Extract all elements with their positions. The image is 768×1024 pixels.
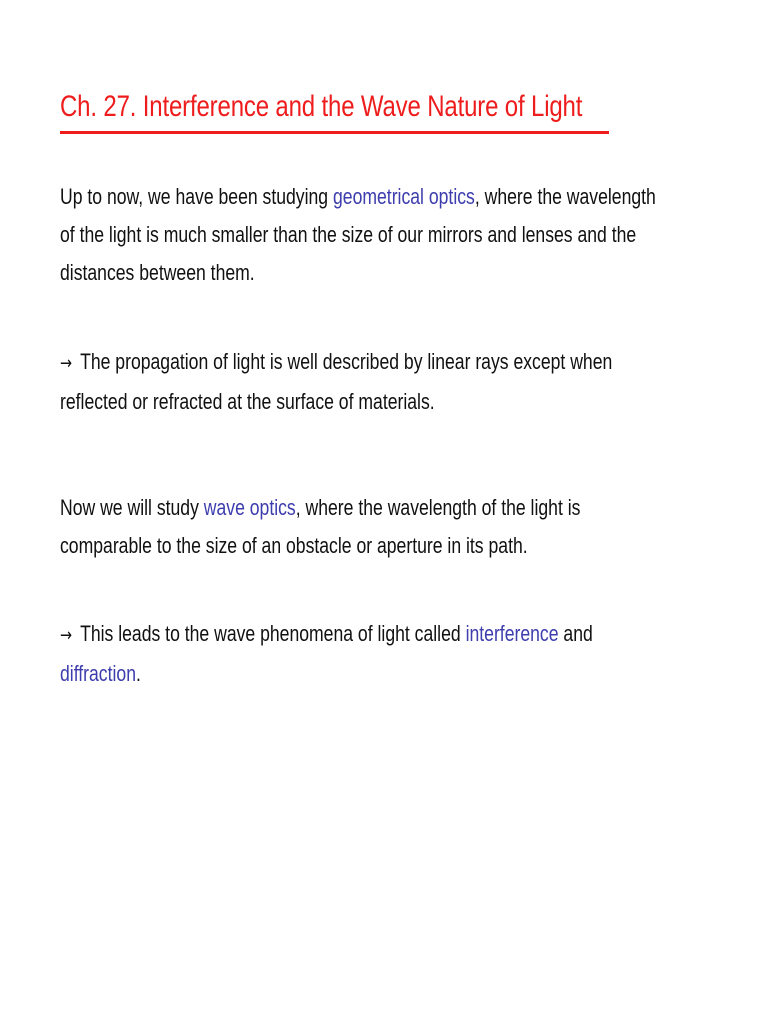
para4-line2: diffraction.: [60, 661, 141, 686]
title-underline: [60, 131, 609, 134]
para2-line2: reflected or refracted at the surface of materials.: [60, 389, 435, 414]
paragraph-geometrical-optics: [60, 178, 656, 292]
paragraph-ray-propagation: [60, 343, 612, 421]
term-wave-optics: wave optics: [203, 495, 296, 520]
para4-line1: → This leads to the wave phenomena of light called interference and: [60, 615, 593, 655]
paragraph-wave-phenomena: [60, 615, 593, 693]
para1-line3: distances between them.: [60, 260, 255, 285]
para2-line1: → The propagation of light is well described by linear rays except when: [60, 343, 612, 383]
term-diffraction: diffraction: [60, 661, 136, 686]
para1-line2: of the light is much smaller than the size of our mirrors and lenses and the: [60, 222, 637, 247]
term-interference: interference: [465, 621, 559, 646]
arrow-right-icon: →: [60, 625, 73, 646]
para3-line1: Now we will study wave optics, where the wavelength of the light is: [60, 495, 581, 520]
term-geometrical-optics: geometrical optics: [332, 184, 475, 209]
para1-line1: Up to now, we have been studying geometrical optics, where the wavelength: [60, 184, 656, 209]
para3-line2: comparable to the size of an obstacle or aperture in its path.: [60, 533, 528, 558]
slide-title: Ch. 27. Interference and the Wave Nature of Light: [60, 90, 583, 123]
arrow-right-icon: →: [60, 353, 73, 374]
paragraph-wave-optics: [60, 489, 580, 565]
